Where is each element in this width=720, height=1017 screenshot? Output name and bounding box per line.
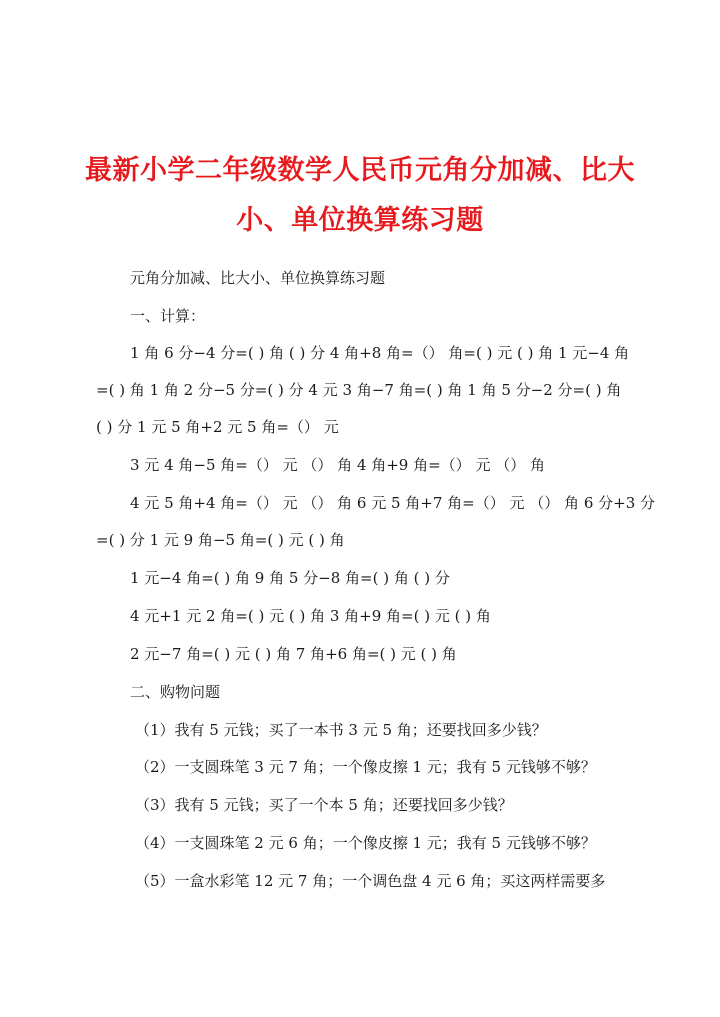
- calc-line: 2 元−7 角=( ) 元 ( ) 角 7 角+6 角=( ) 元 ( ) 角: [130, 645, 457, 663]
- calc-line: 4 元 5 角+4 角=（） 元 （） 角 6 元 5 角+7 角=（） 元 （） 角 6 分+3 分: [130, 494, 656, 512]
- shopping-question: （2）一支圆珠笔 3 元 7 角；一个像皮擦 1 元；我有 5 元钱够不够？: [135, 758, 596, 776]
- section-heading-calculation: 一、计算：: [130, 307, 206, 325]
- title-line: 小、单位换算练习题: [236, 205, 484, 236]
- calc-line: 3 元 4 角−5 角=（） 元 （） 角 4 角+9 角=（） 元 （） 角: [130, 456, 545, 474]
- title-line: 最新小学二年级数学人民币元角分加减、比大: [85, 155, 635, 186]
- section-heading-shopping: 二、购物问题: [130, 683, 221, 701]
- calc-line: ( ) 分 1 元 5 角+2 元 5 角=（） 元: [96, 418, 339, 436]
- shopping-question: （3）我有 5 元钱；买了一个本 5 角；还要找回多少钱？: [135, 796, 513, 814]
- calc-line: 4 元+1 元 2 角=( ) 元 ( ) 角 3 角+9 角=( ) 元 ( ) 角: [130, 607, 491, 625]
- document-title: [60, 146, 660, 246]
- shopping-question: （1）我有 5 元钱；买了一本书 3 元 5 角；还要找回多少钱？: [135, 721, 547, 739]
- calc-line: 1 元−4 角=( ) 角 9 角 5 分−8 角=( ) 角 ( ) 分: [130, 569, 450, 587]
- calc-line: =( ) 分 1 元 9 角−5 角=( ) 元 ( ) 角: [96, 531, 345, 549]
- shopping-question: （5）一盒水彩笔 12 元 7 角；一个调色盘 4 元 6 角；买这两样需要多: [135, 872, 606, 890]
- calc-line: =( ) 角 1 角 2 分−5 分=( ) 分 4 元 3 角−7 角=( ) 角 1 角 5 分−2 分=( ) 角: [96, 381, 622, 399]
- document-subtitle: 元角分加减、比大小、单位换算练习题: [130, 269, 386, 287]
- calc-line: 1 角 6 分−4 分=( ) 角 ( ) 分 4 角+8 角=（） 角=( ) 元 ( ) 角 1 元−4 角: [130, 344, 630, 362]
- shopping-question: （4）一支圆珠笔 2 元 6 角；一个像皮擦 1 元；我有 5 元钱够不够？: [135, 834, 596, 852]
